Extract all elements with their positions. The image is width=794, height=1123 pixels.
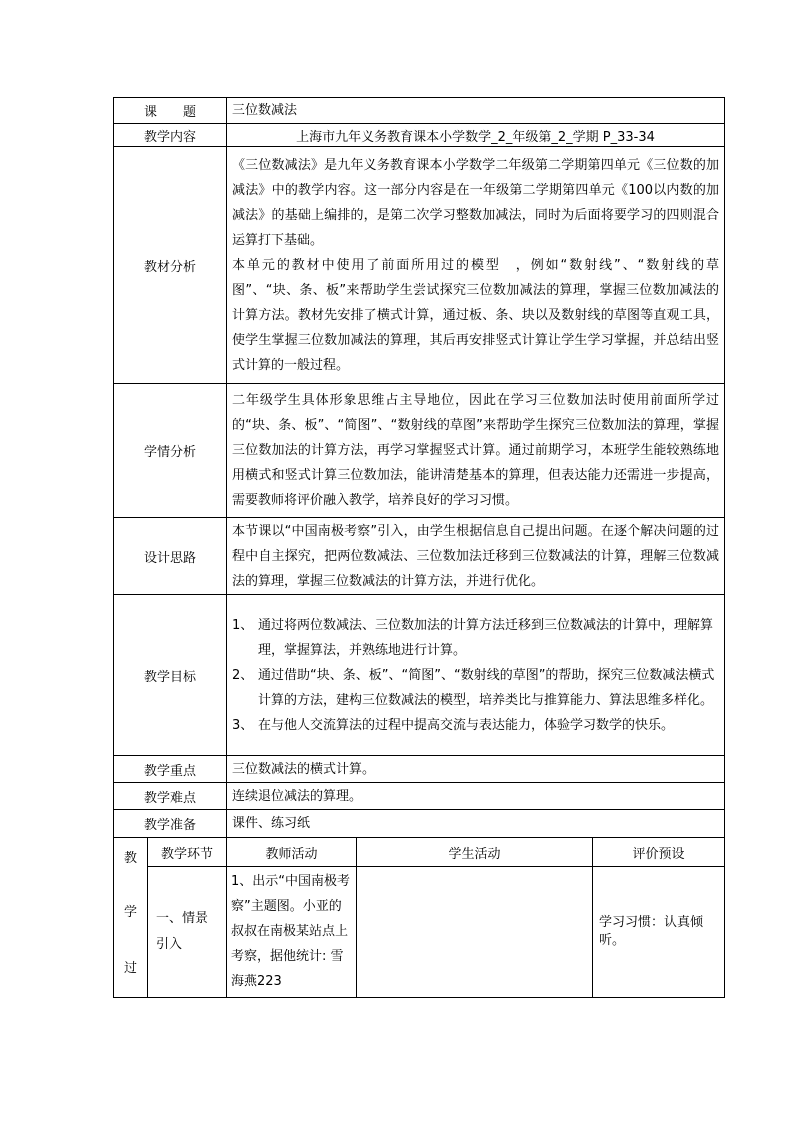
material-value bbox=[227, 147, 725, 384]
goal-text: 通过将两位数减法、三位数加法的计算方法迁移到三位数减法的计算中，理解算理，掌握算法，并熟练地进行计算。 bbox=[258, 617, 714, 658]
step-intro: 一、情景引入 bbox=[148, 867, 227, 998]
goals-label: 教学目标 bbox=[114, 595, 227, 756]
design-value: 本节课以“中国南极考察”引入，由学生根据信息自己提出问题。在逐个解决问题的过程中自主探究，把两位数减法、三位数加法迁移到三位数减法的计算，理解三位数减法的算理，掌握三位数减法的计算方法，并进行优化。 bbox=[227, 518, 725, 595]
material-paragraph-2: 本单元的教材中使用了前面所用过的模型 ，例如“数射线”、“数射线的草图”、“块、条、板”来帮助学生尝试探究三位数加减法的算理，掌握三位数加减法的计算方法。教材先安排了横式计算，通过板、条、块以及数射线的草图等直观工具，使学生掌握三位数加减法的算理，其后再安排竖式计算让学生学习掌握，并总结出竖式计算的一般过程。 bbox=[232, 257, 720, 373]
process-char: 教 bbox=[123, 851, 137, 866]
topic-value: 三位数减法 bbox=[227, 98, 725, 124]
goal-number: 1、 bbox=[232, 617, 254, 633]
row-prep bbox=[114, 810, 725, 838]
row-difficulty bbox=[114, 783, 725, 810]
goal-text: 在与他人交流算法的过程中提高交流与表达能力，体验学习数学的快乐。 bbox=[258, 717, 675, 733]
material-label: 教材分析 bbox=[114, 147, 227, 384]
process-char: 学 bbox=[123, 905, 137, 920]
key-value: 三位数减法的横式计算。 bbox=[227, 756, 725, 783]
difficulty-value: 连续退位减法的算理。 bbox=[227, 783, 725, 810]
students-value: 二年级学生具体形象思维占主导地位，因此在学习三位数加法时使用前面所学过的“块、条、板”、“简图”、“数射线的草图”来帮助学生探究三位数加法的算理，掌握三位数加法的计算方法，再学习掌握竖式计算。通过前期学习，本班学生能较熟练地用横式和竖式计算三位数加法，能讲清楚基本的算理，但表达能力还需进一步提高，需要教师将评价融入教学，培养良好的学习习惯。 bbox=[227, 384, 725, 518]
content-value: 上海市九年义务教育课本小学数学_2_年级第_2_学期 P_33-34 bbox=[227, 124, 725, 147]
goals-list bbox=[227, 595, 725, 756]
students-label: 学情分析 bbox=[114, 384, 227, 518]
teacher-header: 教师活动 bbox=[227, 838, 357, 867]
teacher-activity: 1、出示“中国南极考察”主题图。小亚的叔叔在南极某站点上考察，据他统计: 雪海燕223 bbox=[227, 867, 357, 998]
goal-item bbox=[232, 663, 720, 713]
prep-value: 课件、练习纸 bbox=[227, 810, 725, 838]
student-header: 学生活动 bbox=[357, 838, 593, 867]
row-material bbox=[114, 147, 725, 384]
design-label: 设计思路 bbox=[114, 518, 227, 595]
row-students bbox=[114, 384, 725, 518]
step-header: 教学环节 bbox=[148, 838, 227, 867]
goal-number: 3、 bbox=[232, 717, 254, 733]
row-design bbox=[114, 518, 725, 595]
goal-number: 2、 bbox=[232, 667, 254, 683]
lesson-plan-table bbox=[113, 97, 725, 998]
eval-header: 评价预设 bbox=[593, 838, 725, 867]
student-activity bbox=[357, 867, 593, 998]
topic-label: 课 题 bbox=[114, 98, 227, 124]
row-key bbox=[114, 756, 725, 783]
key-label: 教学重点 bbox=[114, 756, 227, 783]
process-header-row bbox=[114, 838, 725, 867]
eval-preset: 学习习惯：认真倾听。 bbox=[593, 867, 725, 998]
difficulty-label: 教学难点 bbox=[114, 783, 227, 810]
prep-label: 教学准备 bbox=[114, 810, 227, 838]
row-topic bbox=[114, 98, 725, 124]
goal-text: 通过借助“块、条、板”、“简图”、“数射线的草图”的帮助，探究三位数减法横式计算的方法，建构三位数减法的模型，培养类比与推算能力、算法思维多样化。 bbox=[258, 667, 715, 708]
row-goals bbox=[114, 595, 725, 756]
material-paragraph-1: 《三位数减法》是九年义务教育课本小学数学二年级第二学期第四单元《三位数的加减法》中的教学内容。这一部分内容是在一年级第二学期第四单元《100以内数的加减法》的基础上编排的，是第二次学习整数加减法，同时为后面将要学习的四则混合运算打下基础。 bbox=[232, 157, 720, 248]
content-label: 教学内容 bbox=[114, 124, 227, 147]
goal-item bbox=[232, 613, 720, 663]
process-row-intro bbox=[114, 867, 725, 998]
goal-item bbox=[232, 713, 720, 738]
process-char: 过 bbox=[123, 961, 137, 976]
process-side-label bbox=[114, 838, 148, 998]
row-content bbox=[114, 124, 725, 147]
